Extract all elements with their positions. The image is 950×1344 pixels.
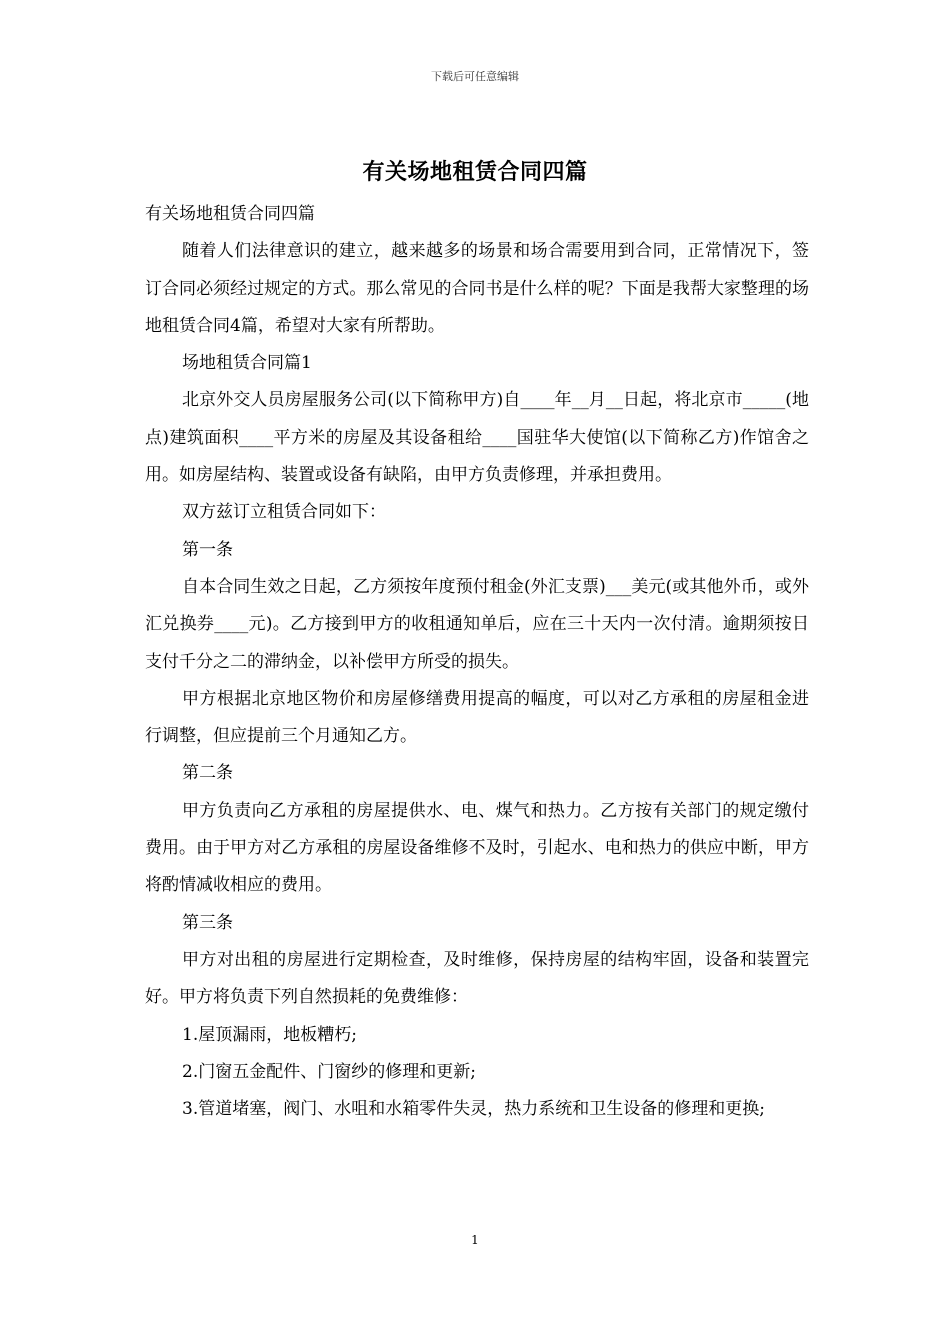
paragraph: 甲方根据北京地区物价和房屋修缮费用提高的幅度，可以对乙方承租的房屋租金进行调整，但应提前三个月通知乙方。: [145, 688, 809, 747]
paragraph: 第三条: [182, 912, 233, 933]
paragraph: 3.管道堵塞，阀门、水咀和水箱零件失灵，热力系统和卫生设备的修理和更换;: [182, 1099, 765, 1120]
paragraph: 双方兹订立租赁合同如下：: [182, 502, 386, 523]
document-title: 有关场地租赁合同四篇: [362, 159, 588, 185]
paragraph: 1.屋顶漏雨，地板糟朽;: [182, 1024, 357, 1045]
paragraph: 甲方对出租的房屋进行定期检查，及时维修，保持房屋的结构牢固，设备和装置完好。甲方将负责下列自然损耗的免费维修：: [145, 949, 809, 1008]
paragraph: 第二条: [182, 763, 233, 784]
paragraph: 有关场地租赁合同四篇: [145, 204, 315, 224]
paragraph: 自本合同生效之日起，乙方须按年度预付租金(外汇支票)___美元(或其他外币，或外汇兑换券____元)。乙方接到甲方的收租通知单后，应在三十天内一次付清。逾期须按日支付千分之二的滞纳金，以补偿甲方所受的损失。: [145, 576, 809, 672]
paragraph: 北京外交人员房屋服务公司(以下简称甲方)自____年__月__日起，将北京市_____(地点)建筑面积____平方米的房屋及其设备租给____国驻华大使馆(以下简称乙方)作馆舍之用。如房屋结构、装置或设备有缺陷，由甲方负责修理，并承担费用。: [145, 390, 809, 486]
header-note: 下载后可任意编辑: [431, 70, 519, 83]
paragraph: 甲方负责向乙方承租的房屋提供水、电、煤气和热力。乙方按有关部门的规定缴付费用。由于甲方对乙方承租的房屋设备维修不及时，引起水、电和热力的供应中断，甲方将酌情减收相应的费用。: [145, 800, 809, 896]
paragraph: 2.门窗五金配件、门窗纱的修理和更新;: [182, 1061, 476, 1082]
paragraph: 随着人们法律意识的建立，越来越多的场景和场合需要用到合同，正常情况下，签订合同必须经过规定的方式。那么常见的合同书是什么样的呢？下面是我帮大家整理的场地租赁合同4篇，希望对大家有所帮助。: [145, 241, 809, 336]
paragraph: 场地租赁合同篇1: [182, 353, 312, 374]
document-body: [145, 196, 809, 1128]
paragraph: 第一条: [182, 539, 233, 560]
page-number: 1: [471, 1233, 479, 1247]
